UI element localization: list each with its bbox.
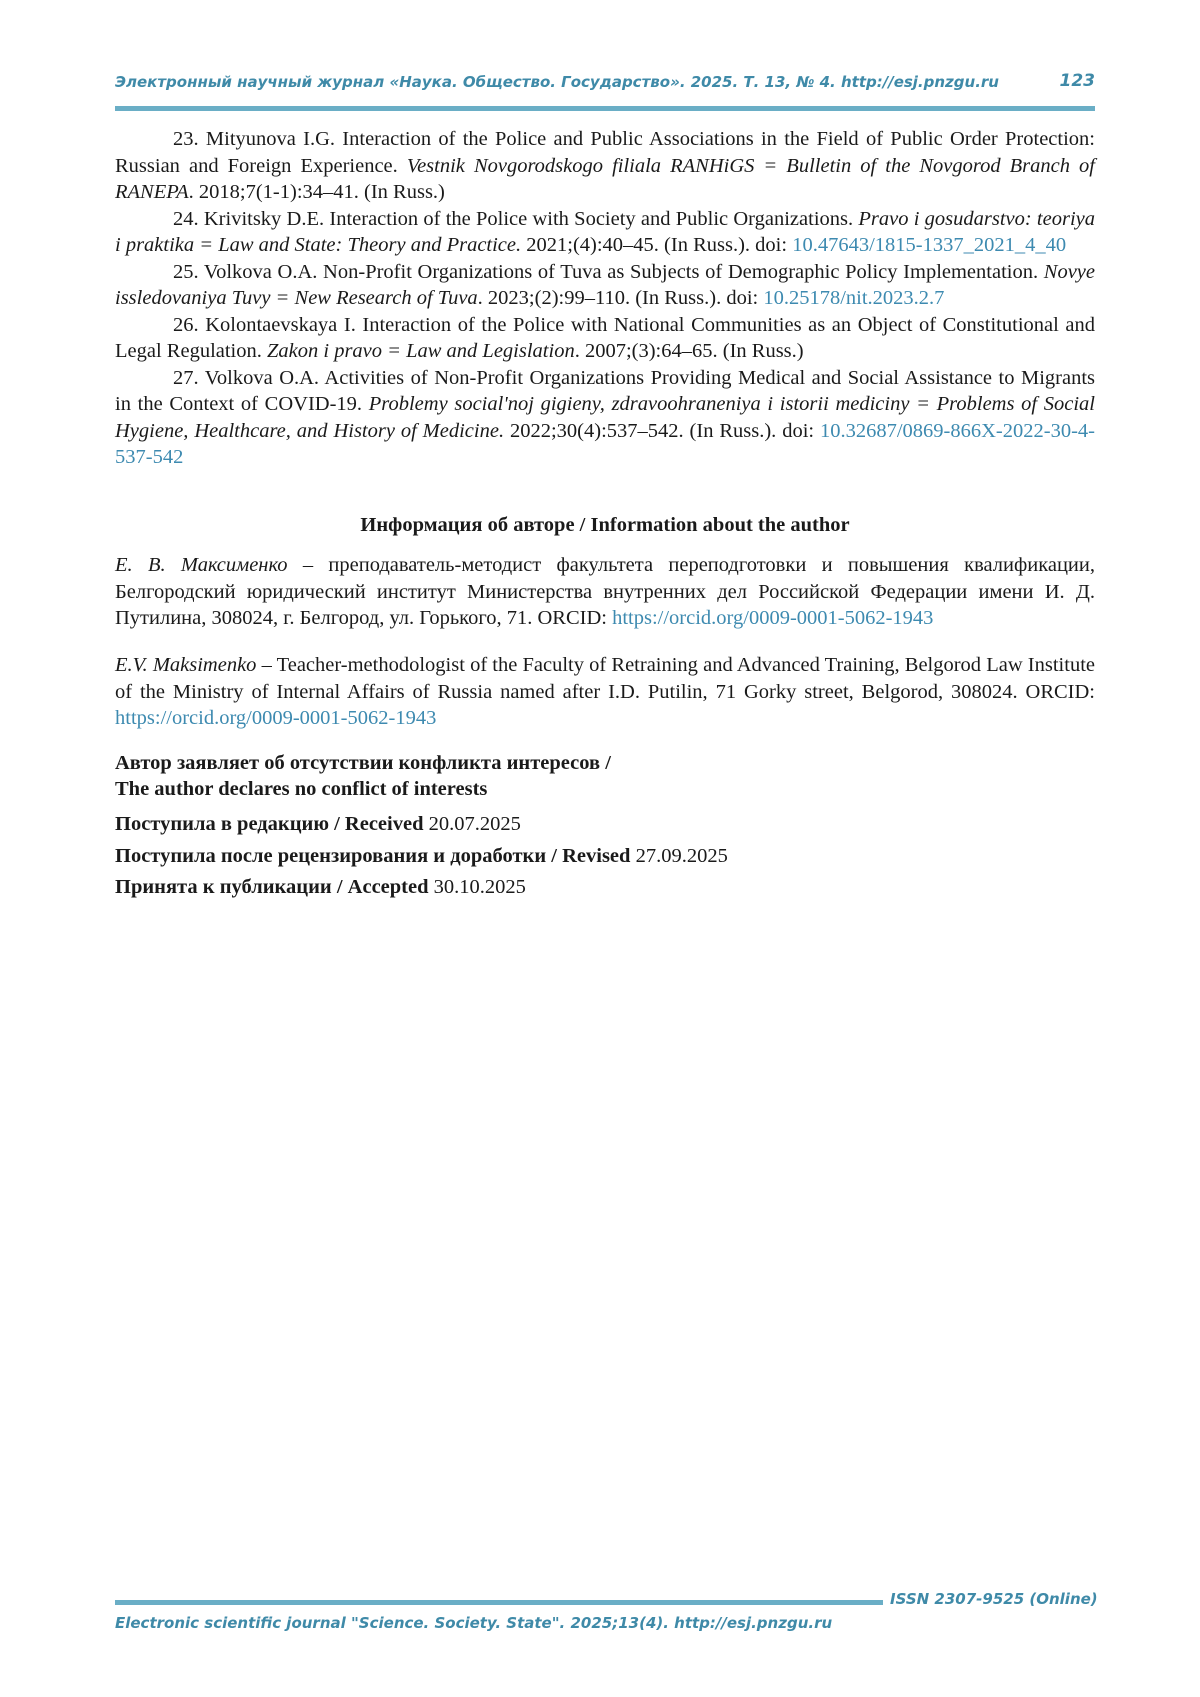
doi-link[interactable]: 10.25178/nit.2023.2.7 xyxy=(763,287,945,309)
reference-text: 23. Mityunova I.G. Interaction of the Police and Public Associations in the Field of Public Order Protection: Russian and Foreign Experience. xyxy=(115,128,1095,177)
revised-label: Поступила после рецензирования и доработки / Revised xyxy=(115,844,631,867)
reference-text: 25. Volkova O.A. Non-Profit Organizations of Tuva as Subjects of Demographic Policy Implementation. xyxy=(173,260,1044,283)
reference-item xyxy=(115,126,1095,206)
running-header xyxy=(115,73,1095,91)
accepted-date: 30.10.2025 xyxy=(433,876,526,898)
footer-rule xyxy=(115,1600,883,1605)
issn-label: ISSN 2307-9525 (Online) xyxy=(890,1590,1098,1608)
reference-text: 27. Volkova O.A. Activities of Non-Profit Organizations Providing Medical and Social Assistance to Migrants in the Context of COVID-19. xyxy=(115,366,1095,415)
reference-source: Vestnik Novgorodskogo filiala RANHiGS = Bulletin of the Novgorod Branch of RANEPA xyxy=(115,154,1095,203)
header-rule xyxy=(115,106,1095,111)
received-date-row xyxy=(115,811,728,843)
author-affiliation-en: – Teacher-methodologist of the Faculty of Retraining and Advanced Training, Belgorod Law Institute of the Ministry of Internal Affairs of Russia named after I.D. Putilin, 71 Gorky street, Belgorod, 308024. ORCID: xyxy=(115,654,1095,703)
revised-date: 27.09.2025 xyxy=(635,844,728,867)
reference-item xyxy=(115,312,1095,365)
author-info-ru xyxy=(115,552,1095,632)
reference-text: 2021;(4):40–45. (In Russ.). doi: xyxy=(521,234,793,256)
reference-text: 26. Kolontaevskaya I. Interaction of the Police with National Communities as an Object of Constitutional and Legal Regulation. xyxy=(115,313,1095,362)
accepted-label: Принята к публикации / Accepted xyxy=(115,876,429,898)
reference-text: . 2007;(3):64–65. (In Russ.) xyxy=(574,340,804,362)
reference-text: . 2023;(2):99–110. (In Russ.). doi: xyxy=(477,287,764,309)
journal-header-text: Электронный научный журнал «Наука. Общество. Государство». 2025. Т. 13, № 4. http://esj.pnzgu.ru xyxy=(115,73,999,91)
conflict-statement xyxy=(115,750,611,802)
author-info-heading: Информация об авторе / Information about the author xyxy=(360,514,850,536)
revised-date-row xyxy=(115,843,728,875)
reference-item xyxy=(115,365,1095,471)
doi-link[interactable]: 10.47643/1815-1337_2021_4_40 xyxy=(792,234,1067,256)
reference-source: Pravo i gosudarstvo: teoriya i praktika = Law and State: Theory and Practice. xyxy=(115,207,1095,256)
page-number: 123 xyxy=(1059,71,1095,91)
footer-journal-citation: Electronic scientific journal "Science. Society. State". 2025;13(4). http://esj.pnzgu.ru xyxy=(115,1614,833,1632)
accepted-date-row xyxy=(115,874,728,906)
author-affiliation-ru: – преподаватель-методист факультета переподготовки и повышения квалификации, Белгородский юридический институт Министерства внутренних дел Российской Федерации имени И. Д. Путилина, 308024, г. Белгород, ул. Горького, 71. ORCID: xyxy=(115,554,1095,629)
orcid-link-en[interactable]: https://orcid.org/0009-0001-5062-1943 xyxy=(115,707,437,729)
reference-list xyxy=(115,126,1095,471)
received-date: 20.07.2025 xyxy=(428,813,521,835)
author-name-ru: Е. В. Максименко xyxy=(115,554,288,576)
reference-item xyxy=(115,259,1095,312)
doi-link[interactable]: 10.32687/0869-866X-2022-30-4-537-542 xyxy=(115,419,1095,468)
reference-source: Novye issledovaniya Tuvy = New Research of Tuva xyxy=(115,260,1095,309)
publication-dates xyxy=(115,811,728,906)
reference-text: 2022;30(4):537–542. (In Russ.). doi: xyxy=(504,419,820,442)
orcid-link-ru[interactable]: https://orcid.org/0009-0001-5062-1943 xyxy=(612,607,934,629)
reference-source: Problemy social'noj gigieny, zdravoohraneniya i istorii mediciny = Problems of Social Hygiene, Healthcare, and History of Medicine. xyxy=(115,393,1095,442)
reference-item xyxy=(115,206,1095,259)
reference-text: . 2018;7(1-1):34–41. (In Russ.) xyxy=(188,181,445,203)
received-label: Поступила в редакцию / Received xyxy=(115,813,424,835)
reference-source: Zakon i pravo = Law and Legislation xyxy=(267,340,575,362)
author-name-en: E.V. Maksimenko xyxy=(115,654,257,676)
reference-text: 24. Krivitsky D.E. Interaction of the Police with Society and Public Organizations. xyxy=(173,207,859,230)
conflict-line-ru: Автор заявляет об отсутствии конфликта интересов / xyxy=(115,752,611,774)
conflict-line-en: The author declares no conflict of interests xyxy=(115,778,488,800)
author-info-en xyxy=(115,652,1095,732)
